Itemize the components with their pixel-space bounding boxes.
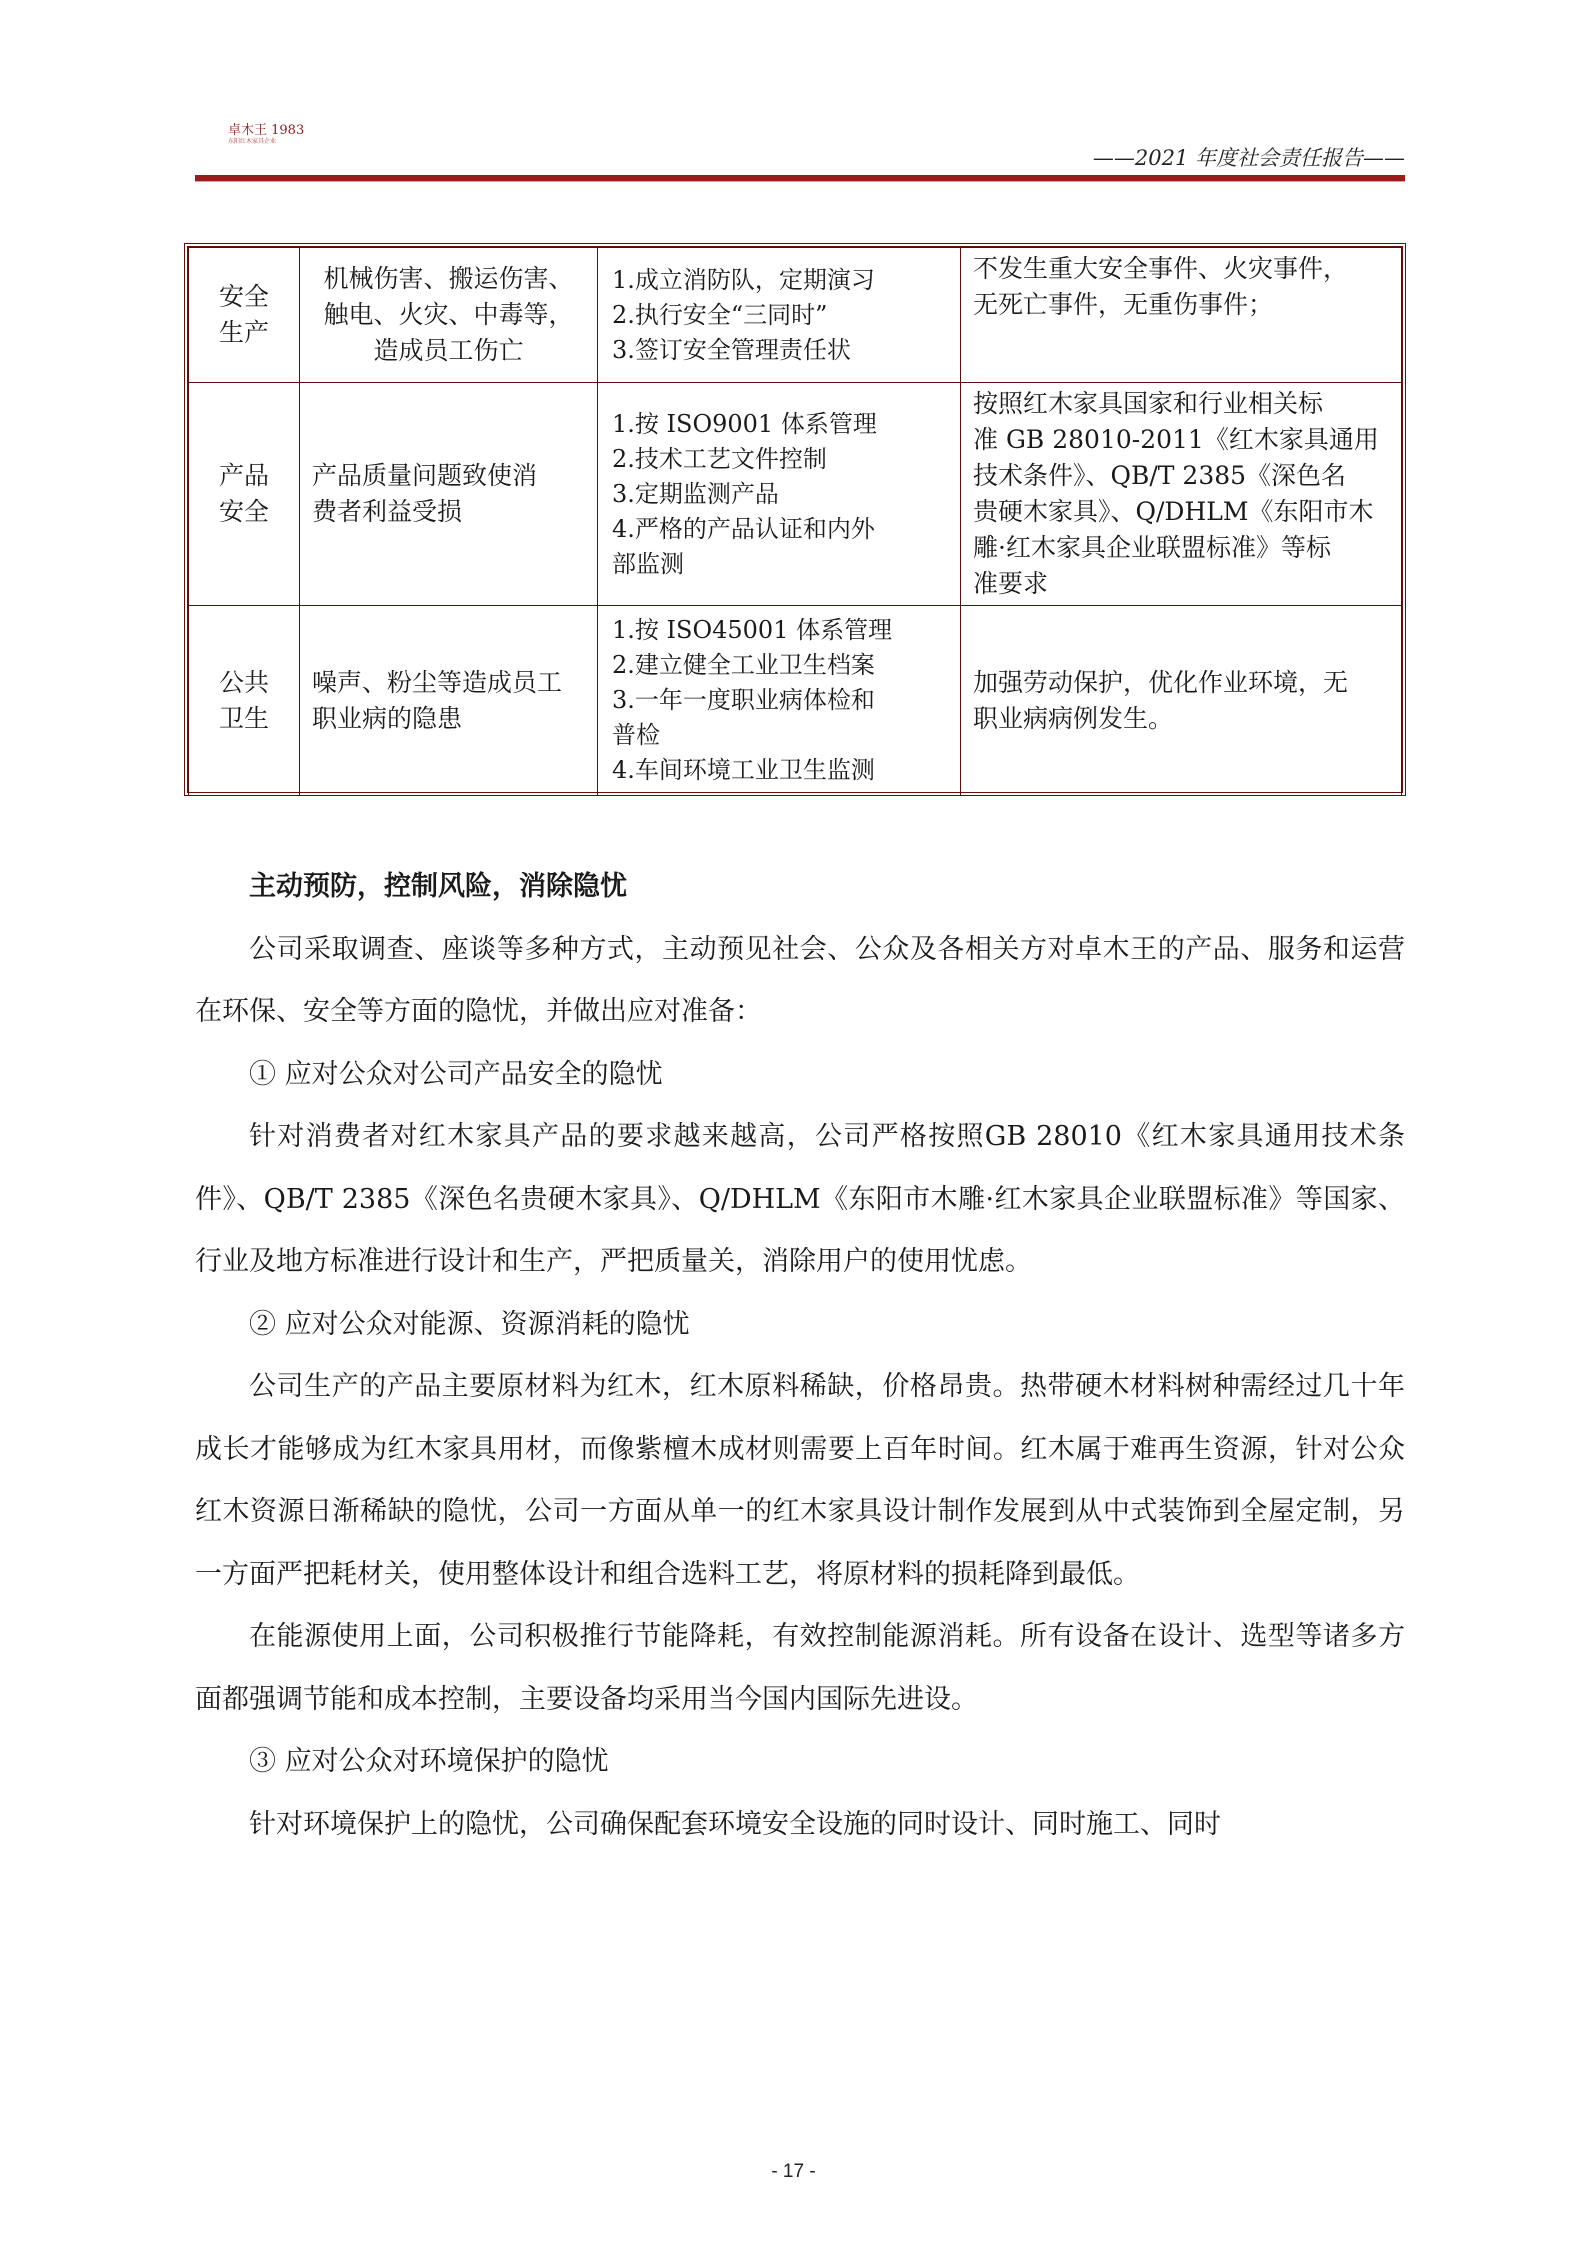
page-number: - 17 - bbox=[771, 2161, 816, 2182]
target-line: 无死亡事件，无重伤事件； bbox=[973, 290, 1274, 319]
category-line: 公共 bbox=[218, 667, 269, 697]
logo-subtext: 东阳红木家具企业 bbox=[228, 138, 277, 145]
risk-line: 造成员工伤亡 bbox=[373, 336, 524, 365]
category-line: 卫生 bbox=[218, 703, 269, 733]
risk-table-frame bbox=[184, 243, 1406, 796]
target-line: 准要求 bbox=[973, 569, 1049, 598]
measures-line: 1.按 ISO9001 体系管理 bbox=[612, 409, 877, 438]
company-logo bbox=[228, 124, 320, 146]
category-cell bbox=[189, 606, 300, 796]
report-header-title: ——2021 年度社会责任报告—— bbox=[1092, 146, 1405, 170]
target-line: 准 GB 28010-2011《红木家具通用 bbox=[973, 425, 1379, 454]
category-cell bbox=[189, 248, 300, 383]
target-line: 按照红木家具国家和行业相关标 bbox=[973, 389, 1324, 418]
target-line: 贵硬木家具》、Q/DHLM《东阳市木 bbox=[973, 497, 1374, 526]
measures-line: 普检 bbox=[612, 721, 660, 749]
target-line: 雕·红木家具企业联盟标准》等标 bbox=[973, 533, 1331, 562]
measures-line: 3.定期监测产品 bbox=[612, 479, 779, 508]
body-paragraph: ③ 应对公众对环境保护的隐忧 bbox=[249, 1746, 609, 1777]
category-line: 生产 bbox=[218, 318, 269, 347]
risk-line: 机械伤害、搬运伤害、 bbox=[323, 264, 574, 293]
measures-line: 1.按 ISO45001 体系管理 bbox=[612, 616, 893, 644]
risk-table bbox=[188, 247, 1402, 796]
measures-line: 2.建立健全工业卫生档案 bbox=[612, 651, 875, 679]
risk-line: 职业病的隐患 bbox=[312, 703, 463, 733]
section-heading: 主动预防，控制风险，消除隐忧 bbox=[249, 871, 627, 902]
risk-cell bbox=[300, 383, 598, 606]
category-line: 产品 bbox=[218, 461, 269, 490]
body-paragraph: 公司生产的产品主要原材料为红木，红木原料稀缺，价格昂贵。热带硬木材料树种需经过几十年成长才能够成为红木家具用材，而像紫檀木成材则需要上百年时间。红木属于难再生资源，针对公众红木资源日渐稀缺的隐忧，公司一方面从单一的红木家具设计制作发展到从中式装饰到全屋定制，另一方面严把耗材关，使用整体设计和组合选料工艺，将原材料的损耗降到最低。 bbox=[195, 1371, 1405, 1590]
target-line: 职业病病例发生。 bbox=[973, 703, 1174, 733]
body-paragraph: 针对环境保护上的隐忧，公司确保配套环境安全设施的同时设计、同时施工、同时 bbox=[249, 1808, 1221, 1840]
body-paragraph: 在能源使用上面，公司积极推行节能降耗，有效控制能源消耗。所有设备在设计、选型等诸多方面都强调节能和成本控制，主要设备均采用当今国内国际先进设。 bbox=[195, 1621, 1405, 1715]
table-row bbox=[189, 606, 1402, 796]
measures-line: 4.严格的产品认证和内外 bbox=[612, 514, 875, 543]
target-cell bbox=[961, 248, 1402, 383]
risk-line: 噪声、粉尘等造成员工 bbox=[312, 667, 563, 697]
category-line: 安全 bbox=[218, 282, 269, 311]
measures-cell bbox=[598, 248, 961, 383]
measures-cell bbox=[598, 383, 961, 606]
category-cell bbox=[189, 383, 300, 606]
logo-text: 卓木王 1983 bbox=[228, 123, 305, 138]
body-paragraph: 针对消费者对红木家具产品的要求越来越高，公司严格按照GB 28010《红木家具通用技术条件》、QB/T 2385《深色名贵硬木家具》、Q/DHLM《东阳市木雕·红木家具企业联盟标准》等国家、行业及地方标准进行设计和生产，严把质量关，消除用户的使用忧虑。 bbox=[195, 1121, 1405, 1277]
measures-line: 部监测 bbox=[612, 549, 684, 578]
body-text bbox=[195, 856, 1405, 1856]
header-rule bbox=[195, 175, 1405, 182]
measures-cell bbox=[598, 606, 961, 796]
table-row bbox=[189, 248, 1402, 383]
risk-line: 产品质量问题致使消 bbox=[312, 461, 538, 490]
measures-line: 3.签订安全管理责任状 bbox=[612, 335, 851, 364]
risk-cell bbox=[300, 248, 598, 383]
body-paragraph: ② 应对公众对能源、资源消耗的隐忧 bbox=[249, 1308, 690, 1340]
measures-line: 4.车间环境工业卫生监测 bbox=[612, 756, 875, 784]
measures-line: 1.成立消防队，定期演习 bbox=[612, 265, 875, 294]
target-line: 加强劳动保护，优化作业环境，无 bbox=[973, 667, 1349, 697]
risk-line: 触电、火灾、中毒等， bbox=[323, 300, 574, 329]
target-line: 技术条件》、QB/T 2385《深色名 bbox=[973, 461, 1347, 490]
measures-line: 3.一年一度职业病体检和 bbox=[612, 686, 875, 714]
body-paragraph: ① 应对公众对公司产品安全的隐忧 bbox=[249, 1058, 663, 1090]
measures-line: 2.技术工艺文件控制 bbox=[612, 444, 827, 473]
table-row bbox=[189, 383, 1402, 606]
target-line: 不发生重大安全事件、火灾事件， bbox=[973, 254, 1349, 283]
target-cell bbox=[961, 606, 1402, 796]
category-line: 安全 bbox=[218, 497, 269, 526]
target-cell bbox=[961, 383, 1402, 606]
risk-line: 费者利益受损 bbox=[312, 497, 463, 526]
measures-line: 2.执行安全“三同时” bbox=[612, 300, 828, 329]
risk-cell bbox=[300, 606, 598, 796]
body-paragraph: 公司采取调查、座谈等多种方式，主动预见社会、公众及各相关方对卓木王的产品、服务和运营在环保、安全等方面的隐忧，并做出应对准备： bbox=[195, 933, 1405, 1027]
